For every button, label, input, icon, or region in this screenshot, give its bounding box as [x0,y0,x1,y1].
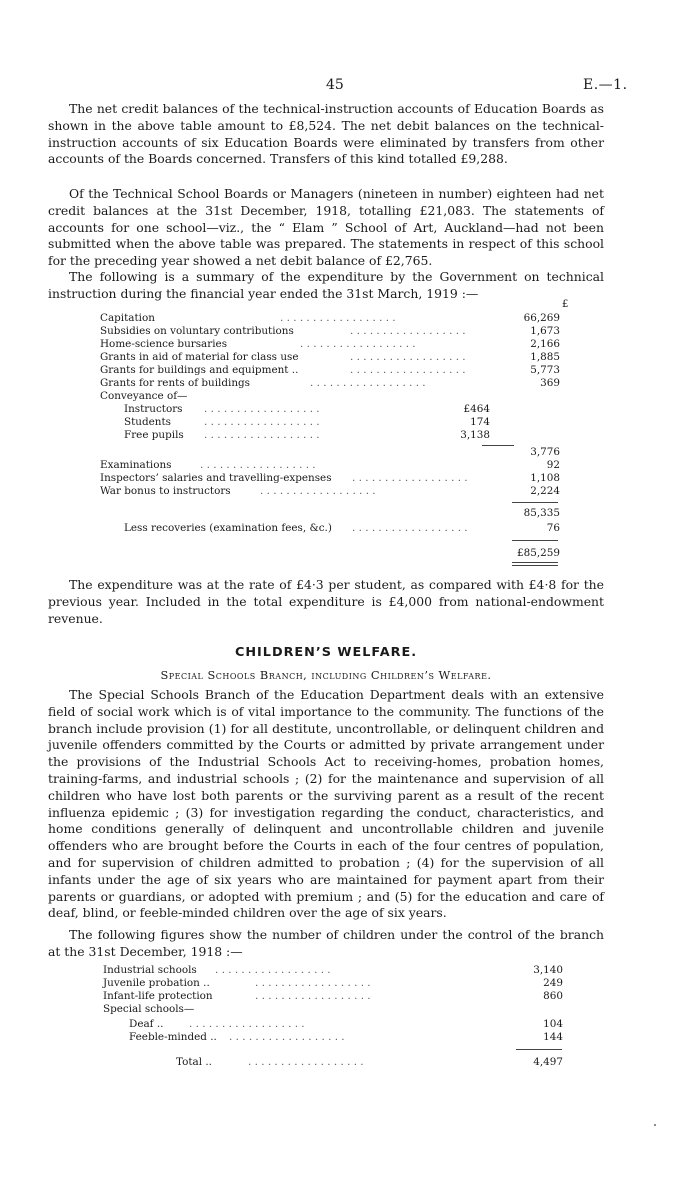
paragraph-expenditure-rate: The expenditure was at the rate of £4·3 per student, as compared with £4·8 for the previous year. Included in the total expenditure is £4,000 from national-endowment revenue. [48,577,604,626]
ledger-row-value: 2,166 [530,338,560,350]
ledger-row-label: Subsidies on voluntary contributions [100,325,294,337]
ledger-row-label: Inspectors’ salaries and travelling-expenses [100,472,332,484]
ledger-row [124,403,560,416]
ledger-row-value: 3,776 [530,446,560,458]
ledger-row-label: Students [124,416,171,428]
leader-dots: . . . . . . . . . . . . . . . . . . [352,472,468,484]
ledger-row-value: 2,224 [530,485,560,497]
leader-dots: . . . . . . . . . . . . . . . . . . [255,990,371,1002]
ledger-row [100,312,560,325]
ledger-row [100,390,560,403]
children-total-rule [516,1049,562,1050]
children-row-label: Juvenile probation .. [103,977,210,989]
leader-dots: . . . . . . . . . . . . . . . . . . [260,485,376,497]
ledger-row-value: 1,108 [530,472,560,484]
ledger-row-value: 92 [546,459,560,471]
ledger-row-label: Grants for buildings and equipment .. [100,364,299,376]
page-number: 45 [326,77,344,93]
total-double-rule [512,562,558,566]
subtotal-rule [512,502,558,503]
children-row [129,1018,565,1031]
paragraph-children-figures: The following figures show the number of children under the control of the branch at the 31st December, 1918 :— [48,927,604,959]
children-row-label: Industrial schools [103,964,197,976]
document-reference: E.—1. [583,77,628,93]
ledger-row-value: 369 [540,377,560,389]
ledger-row-label: Home-science bursaries [100,338,228,350]
ledger-less-row [124,522,560,535]
leader-dots: . . . . . . . . . . . . . . . . . . [204,429,320,441]
ledger-row-label: Capitation [100,312,155,324]
leader-dots: . . . . . . . . . . . . . . . . . . [352,522,468,534]
leader-dots: . . . . . . . . . . . . . . . . . . [255,977,371,989]
leader-dots: . . . . . . . . . . . . . . . . . . [350,325,466,337]
section-heading: CHILDREN’S WELFARE. [234,645,418,660]
paragraph-technical-school-boards: Of the Technical School Boards or Managers (nineteen in number) eighteen had net credit balances at the 31st December, 1918, totalling £21,083. The statements of accounts for one school—viz., the “ Elam ” School of Art, Auckland—had not been submitted when the above table was prepared. The statements in respect of this school for the preceding year showed a net debit balance of £2,765. [48,186,604,269]
ledger-row [100,325,560,338]
leader-dots: . . . . . . . . . . . . . . . . . . [200,459,316,471]
children-total-row [176,1056,565,1069]
leader-dots: . . . . . . . . . . . . . . . . . . [280,312,396,324]
ledger-row-value: 66,269 [523,312,560,324]
ledger-subtotal-row [100,507,560,520]
children-row-value: 144 [543,1031,563,1043]
children-row-label: Special schools— [103,1003,195,1015]
children-row-label: Infant-life protection [103,990,213,1002]
ledger-row [100,459,560,472]
ledger-row [100,472,560,485]
ledger-row-subvalue: 174 [470,416,490,428]
children-row [103,990,565,1003]
children-row-label: Deaf .. [129,1018,164,1030]
ledger-row [100,338,560,351]
leader-dots: . . . . . . . . . . . . . . . . . . [204,403,320,415]
leader-dots: . . . . . . . . . . . . . . . . . . [300,338,416,350]
ledger-row-value: 1,673 [530,325,560,337]
leader-dots: . . . . . . . . . . . . . . . . . . [310,377,426,389]
ledger-row-value: 5,773 [530,364,560,376]
ledger-less-label: Less recoveries (examination fees, &c.) [124,522,332,534]
children-total-label: Total .. [176,1056,212,1068]
scan-speck [654,1124,656,1126]
leader-dots: . . . . . . . . . . . . . . . . . . [229,1031,345,1043]
ledger-row-value: 1,885 [530,351,560,363]
currency-column-header: £ [562,299,569,310]
leader-dots: . . . . . . . . . . . . . . . . . . [204,416,320,428]
ledger-row-label: War bonus to instructors [100,485,231,497]
ledger-row-label: Examinations [100,459,172,471]
ledger-less-value: 76 [546,522,560,534]
section-subheading: Special Schools Branch, including Children’s Welfare. [160,668,492,682]
ledger-row [100,364,560,377]
children-row-value: 104 [543,1018,563,1030]
ledger-total-row [100,547,560,560]
leader-dots: . . . . . . . . . . . . . . . . . . [350,364,466,376]
ledger-row-subvalue: 3,138 [460,429,490,441]
ledger-row-subvalue: £464 [463,403,490,415]
paragraph-education-boards: The net credit balances of the technical-instruction accounts of Education Boards as shown in the above table amount to £8,524. The net debit balances on the technical-instruction accounts of six Education Boards were eliminated by transfers from other accounts of the Boards concerned. Transfers of this kind totalled £9,288. [48,101,604,167]
paragraph-special-schools: The Special Schools Branch of the Education Department deals with an extensive field of social work which is of vital importance to the community. The functions of the branch include provision (1) for all destitute, uncontrollable, or delinquent children and juvenile offenders committed by the Courts or admitted by private arrangement under the provisions of the Industrial Schools Act to receiving-homes, probation homes, training-farms, and industrial schools ; (2) for the maintenance and supervision of all children who have lost both parents or the surviving parent as a result of the recent influenza epidemic ; (3) for investigation regarding the conduct, characteristics, and home conditions generally of delinquent and uncontrollable children and juvenile offenders who are brought before the Courts in each of the four centres of population, and for supervision of children admitted to probation ; (4) for the supervision of all infants under the age of six years who are maintained for payment apart from their parents or guardians, or adopted with premium ; and (5) for the education and care of deaf, blind, or feeble-minded children over the age of six years. [48,687,604,921]
ledger-row-label: Instructors [124,403,183,415]
children-row-value: 249 [543,977,563,989]
ledger-row [100,377,560,390]
ledger-subtotal-value: 85,335 [523,507,560,519]
ledger-row [100,351,560,364]
ledger-row-label: Free pupils [124,429,184,441]
ledger-row [100,446,560,459]
paragraph-expenditure-intro: The following is a summary of the expenditure by the Government on technical instruction during the financial year ended the 31st March, 1919 :— [48,269,604,301]
ledger-row [124,429,560,442]
ledger-row-label: Grants in aid of material for class use [100,351,299,363]
ledger-total-value: £85,259 [517,547,560,559]
children-row-value: 3,140 [533,964,563,976]
leader-dots: . . . . . . . . . . . . . . . . . . [215,964,331,976]
children-row [103,1003,565,1016]
total-rule [512,540,558,541]
children-row-label: Feeble-minded .. [129,1031,217,1043]
leader-dots: . . . . . . . . . . . . . . . . . . [189,1018,305,1030]
children-row [129,1031,565,1044]
children-row [103,977,565,990]
leader-dots: . . . . . . . . . . . . . . . . . . [248,1056,364,1068]
ledger-row-label: Conveyance of— [100,390,188,402]
ledger-row [124,416,560,429]
children-row-value: 860 [543,990,563,1002]
children-total-value: 4,497 [533,1056,563,1068]
children-row [103,964,565,977]
leader-dots: . . . . . . . . . . . . . . . . . . [350,351,466,363]
ledger-row [100,485,560,498]
ledger-row-label: Grants for rents of buildings [100,377,250,389]
